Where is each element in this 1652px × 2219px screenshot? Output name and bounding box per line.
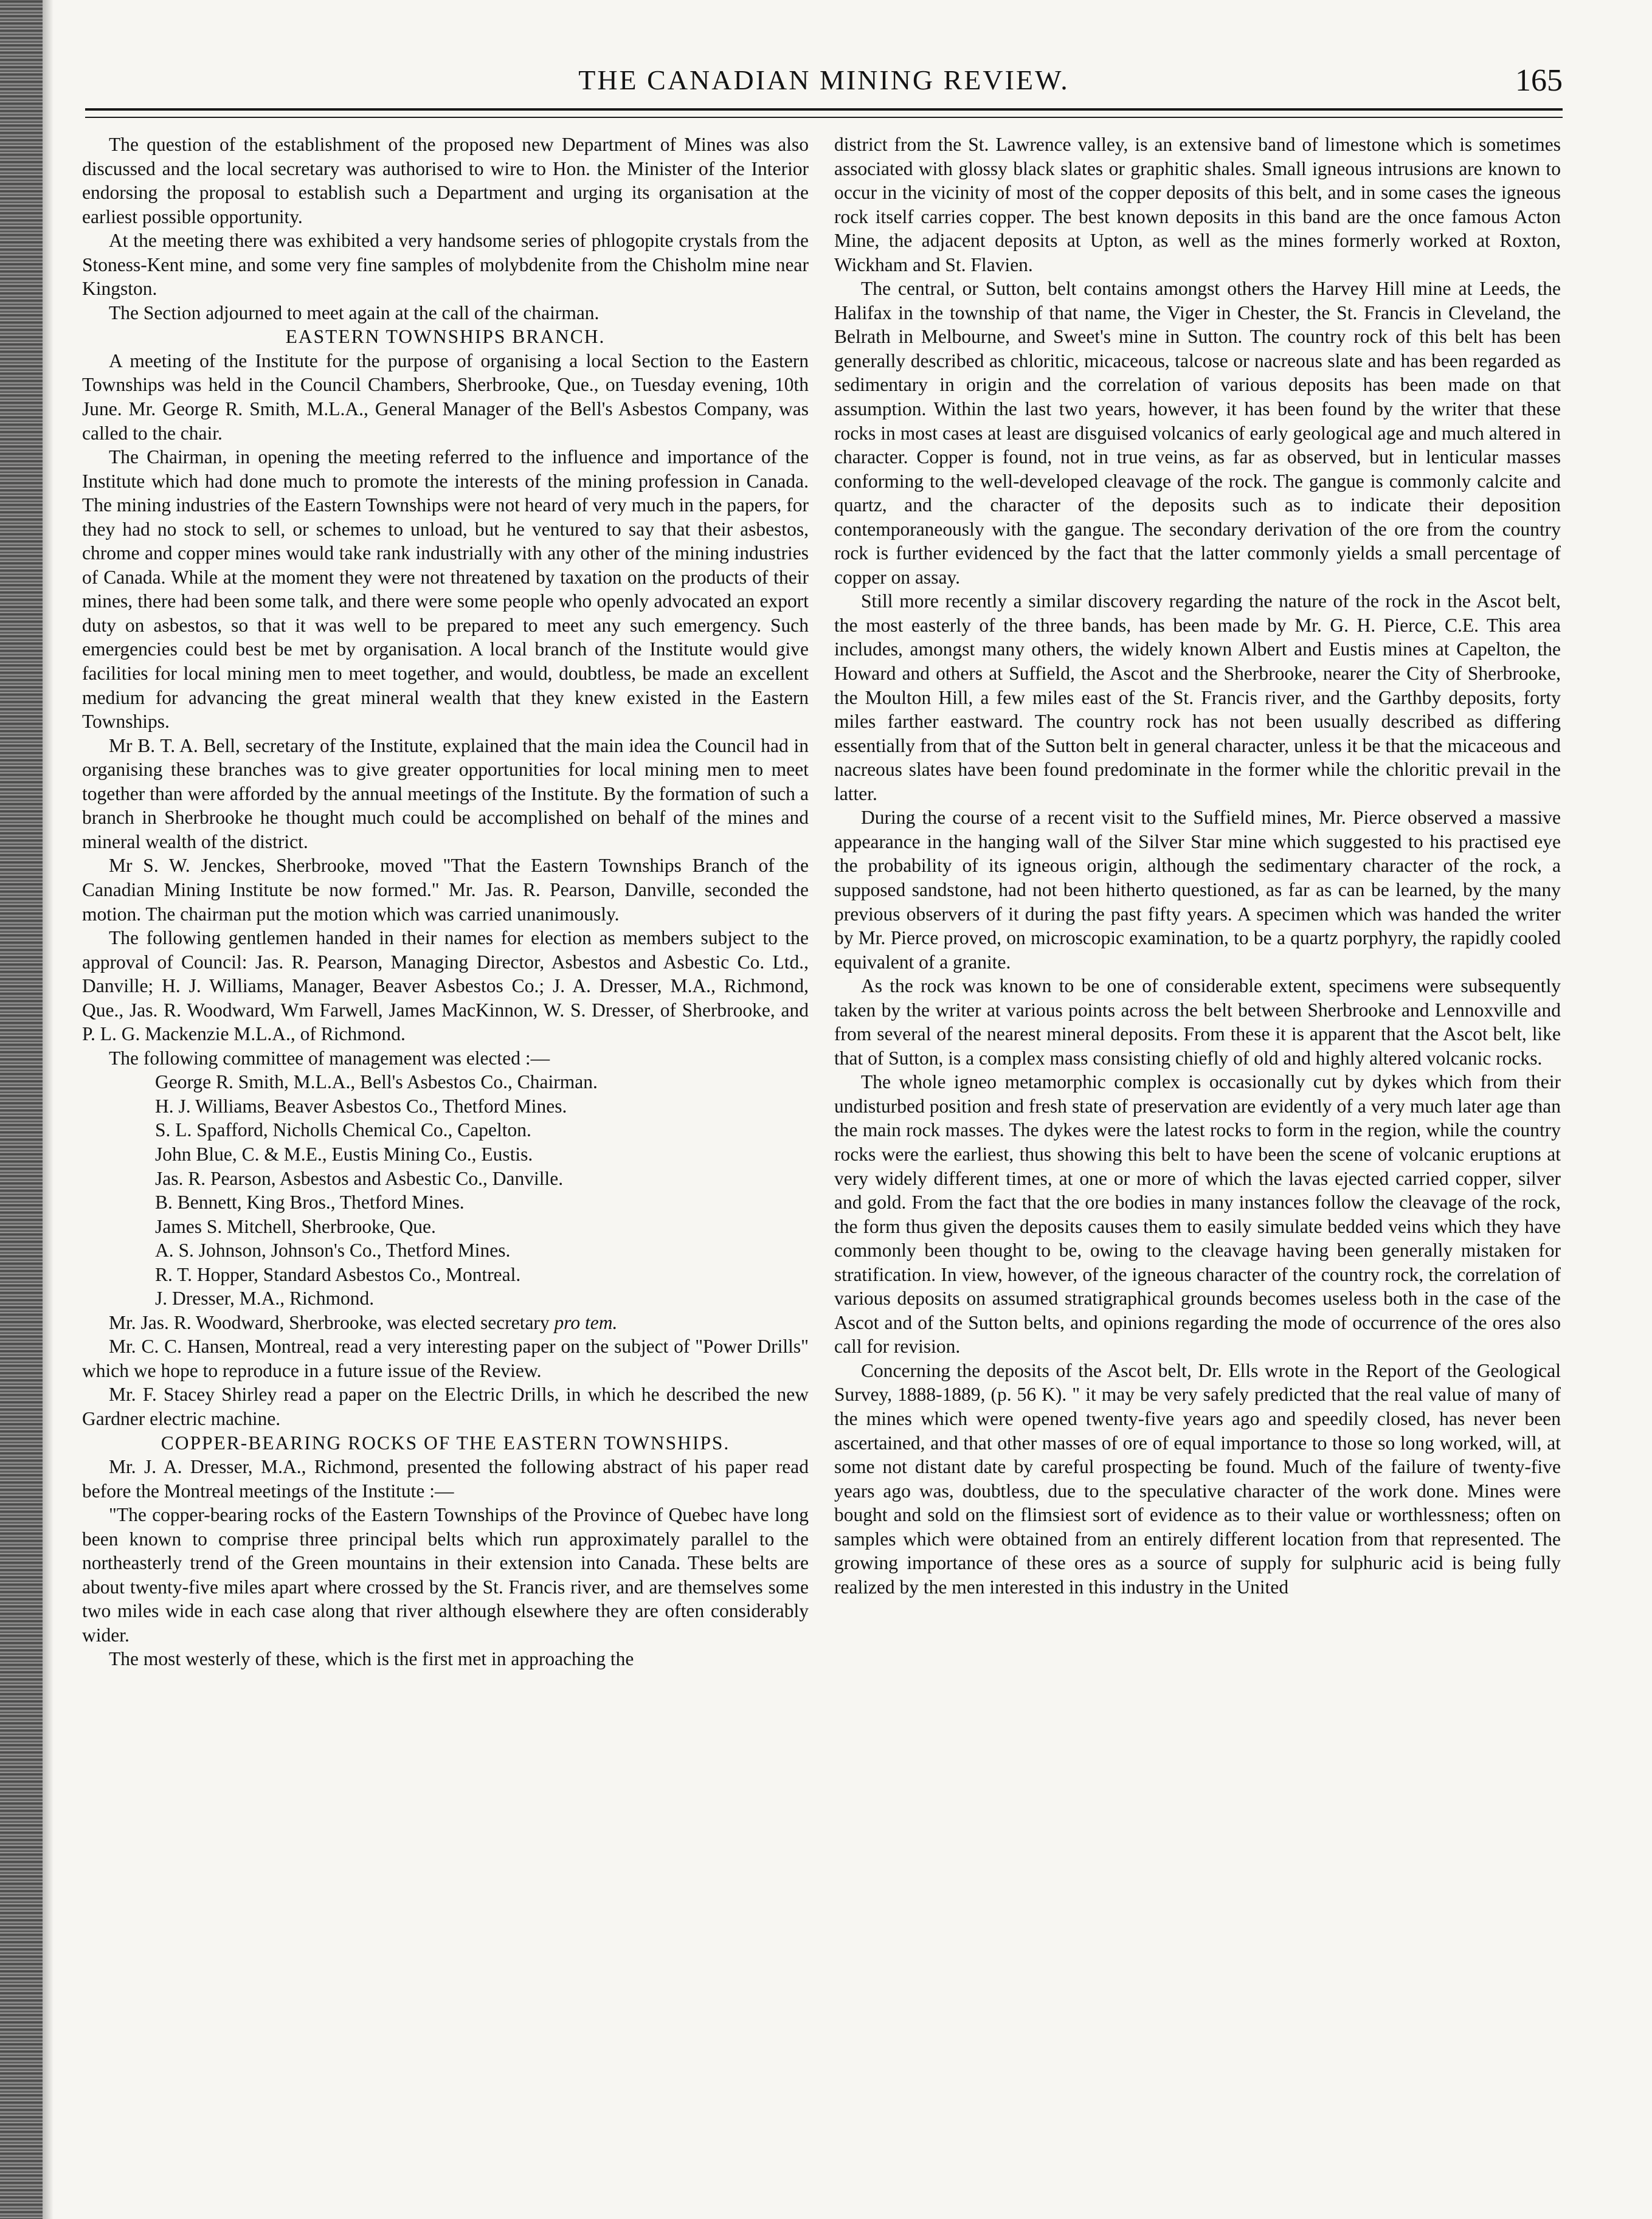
paragraph: The Chairman, in opening the meeting referred to the influence and importance of the Institute which had done much to promote the interests of the mining profession in Canada. The mining industries of the Eastern Townships were not heard of very much in the papers, for they had no stock to sell, or schemes to unload, but he ventured to say that their asbestos, chrome and copper mines would take rank industrially with any other of the mining industries of Canada. While at the moment they were not threatened by taxation on the products of their mines, there had been some talk, and there were some people who openly advocated an export duty on asbestos, so that it was well to be prepared to meet any such emergency. Such emergencies could best be met by organisation. A local branch of the Institute would give facilities for local mining men to meet together, and would, doubtless, be made an excellent medium for advancing the great mineral wealth that they knew existed in the Eastern Townships. xyxy=(82,446,809,733)
paragraph: As the rock was known to be one of considerable extent, specimens were subsequently taken by the writer at various points across the belt between Sherbrooke and Lennoxville and from several of the nearest mineral deposits. From these it is apparent that the Ascot belt, like that of Sutton, is a complex mass consisting chiefly of old and highly altered volcanic rocks. xyxy=(834,975,1561,1069)
page-number: 165 xyxy=(1515,63,1563,98)
paragraph: The most westerly of these, which is the first met in approaching the xyxy=(109,1648,634,1670)
secretary-text: Mr. Jas. R. Woodward, Sherbrooke, was elected secretary xyxy=(109,1311,555,1333)
committee-member: R. T. Hopper, Standard Asbestos Co., Montreal. xyxy=(155,1263,521,1285)
committee-member: J. Dresser, M.A., Richmond. xyxy=(155,1288,375,1310)
section-heading-eastern-townships: EASTERN TOWNSHIPS BRANCH. xyxy=(285,326,606,348)
page-binding-edge xyxy=(0,0,43,2219)
committee-member: H. J. Williams, Beaver Asbestos Co., Thetford Mines. xyxy=(155,1095,567,1117)
left-column xyxy=(82,133,809,1671)
paragraph: At the meeting there was exhibited a very handsome series of phlogopite crystals from the Stoness-Kent mine, and some very fine samples of molybdenite from the Chisholm mine near Kingston. xyxy=(82,230,809,300)
paragraph: Still more recently a similar discovery regarding the nature of the rock in the Ascot belt, the most easterly of the three bands, has been made by Mr. G. H. Pierce, C.E. This area includes, amongst many others, the widely known Albert and Eustis mines at Capelton, the Howard and others at Suffield, the Ascot and the Sherbrooke, nearer the City of Sherbrooke, the Moulton Hill, a few miles east of the St. Francis river, and the Garthby deposits, forty miles farther eastward. The country rock has not been usually described as differing essentially from that of the Sutton belt in general character, unless it be that the micaceous and nacreous slates have been found predominate in the former while the chloritic prevail in the latter. xyxy=(834,590,1561,804)
paragraph: Mr B. T. A. Bell, secretary of the Institute, explained that the main idea the Council had in organising these branches was to give greater opportunities for local mining men to meet together than were afforded by the annual meetings of the Institute. By the formation of such a branch in Sherbrooke he thought much could be accomplished on behalf of the mines and mineral wealth of the district. xyxy=(82,734,809,852)
committee-member: Jas. R. Pearson, Asbestos and Asbestic Co., Danville. xyxy=(155,1167,564,1189)
paragraph: Concerning the deposits of the Ascot belt, Dr. Ells wrote in the Report of the Geological Survey, 1888-1889, (p. 56 K). " it may be very safely predicted that the real value of many of the mines which were opened twenty-five years ago and speedily closed, has never been ascertained, and that other masses of ore of equal importance to those so long worked, will, at some not distant date by careful prospecting be found. Much of the failure of twenty-five years ago was, doubtless, due to the speculative character of the work done. Mines were bought and sold on the flimsiest sort of evidence as to their value or worthlessness; often on samples which were obtained from an entirely different location from that represented. The growing importance of these ores as a source of supply for sulphuric acid is being fully realized by the men interested in this industry in the United xyxy=(834,1359,1561,1598)
paragraph: "The copper-bearing rocks of the Eastern Townships of the Province of Quebec have long been known to comprise three principal belts which run approximately parallel to the northeasterly trend of the Green mountains in their extension into Canada. These belts are about twenty-five miles apart where crossed by the St. Francis river, and are themselves some two miles wide in each case along that river although elsewhere they are often considerably wider. xyxy=(82,1504,809,1646)
journal-title: THE CANADIAN MINING REVIEW. xyxy=(578,64,1070,95)
running-head xyxy=(85,64,1563,100)
committee-member: S. L. Spafford, Nicholls Chemical Co., Capelton. xyxy=(155,1119,531,1141)
committee-list xyxy=(82,1070,809,1310)
header-rule-thick xyxy=(85,108,1563,111)
paragraph: During the course of a recent visit to the Suffield mines, Mr. Pierce observed a massive appearance in the hanging wall of the Silver Star mine which suggested to his practised eye the probability of its igneous origin, although the sedimentary character of the rock, a supposed sandstone, had not been hitherto questioned, as far as can be learned, by the many previous observers of it during the past fifty years. A specimen which was handed the writer by Mr. Pierce proved, on microscopic examination, to be a quartz porphyry, the rapidly cooled equivalent of a granite. xyxy=(834,807,1561,973)
committee-member: James S. Mitchell, Sherbrooke, Que. xyxy=(155,1215,436,1237)
section-heading-copper-bearing-rocks: COPPER-BEARING ROCKS OF THE EASTERN TOWNSHIPS. xyxy=(161,1432,730,1454)
right-column xyxy=(834,133,1561,1599)
committee-member: John Blue, C. & M.E., Eustis Mining Co., Eustis. xyxy=(155,1143,533,1165)
pro-tem-text: pro tem. xyxy=(554,1311,618,1333)
paragraph: Mr S. W. Jenckes, Sherbrooke, moved "That the Eastern Townships Branch of the Canadian Mining Institute be now formed." Mr. Jas. R. Pearson, Danville, seconded the motion. The chairman put the motion which was carried unanimously. xyxy=(82,855,809,925)
committee-member: B. Bennett, King Bros., Thetford Mines. xyxy=(155,1192,465,1213)
paragraph: district from the St. Lawrence valley, is an extensive band of limestone which is sometimes associated with glossy black slates or graphitic shales. Small igneous intrusions are known to occur in the vicinity of most of the copper deposits of this belt, and in some cases the igneous rock itself carries copper. The best known deposits in this band are the once famous Acton Mine, the adjacent deposits at Upton, as well as the mines formerly worked at Roxton, Wickham and St. Flavien. xyxy=(834,134,1561,275)
paragraph: Mr. F. Stacey Shirley read a paper on the Electric Drills, in which he described the new Gardner electric machine. xyxy=(82,1384,809,1429)
paragraph: The central, or Sutton, belt contains amongst others the Harvey Hill mine at Leeds, the Halifax in the township of that name, the Viger in Chester, the St. Francis in Cleveland, the Belrath in Melbourne, and Sweet's mine in Sutton. The country rock of this belt has been generally described as chloritic, micaceous, talcose or nacreous slate and has been regarded as sedimentary in origin and the correlation of various deposits has been made on that assumption. Within the last two years, however, it has been found by the writer that these rocks in most cases at least are disguised volcanics of early geological age and much altered in character. Copper is found, not in true veins, as far as observed, but in lenticular masses conforming to the well-developed cleavage of the rock. The gangue is commonly calcite and quartz, and the character of the deposits such as to indicate their deposition contemporaneously with the gangue. The secondary derivation of the ore from the country rock is further evidenced by the fact that the latter commonly yields a small percentage of copper on assay. xyxy=(834,278,1561,588)
paragraph: The Section adjourned to meet again at the call of the chairman. xyxy=(109,302,600,323)
paragraph: A meeting of the Institute for the purpose of organising a local Section to the Eastern Townships was held in the Council Chambers, Sherbrooke, Que., on Tuesday evening, 10th June. Mr. George R. Smith, M.L.A., General Manager of the Bell's Asbestos Company, was called to the chair. xyxy=(82,350,809,444)
paragraph xyxy=(82,1311,809,1335)
paragraph: Mr. J. A. Dresser, M.A., Richmond, presented the following abstract of his paper read before the Montreal meetings of the Institute :— xyxy=(82,1456,809,1502)
paragraph: The following gentlemen handed in their names for election as members subject to the approval of Council: Jas. R. Pearson, Managing Director, Asbestos and Asbestic Co. Ltd., Danville; H. J. Williams, Manager, Beaver Asbestos Co.; J. A. Dresser, M.A., Richmond, Que., Jas. R. Woodward, Wm Farwell, James MacKinnon, W. S. Dresser, of Sherbrooke, and P. L. G. Mackenzie M.L.A., of Richmond. xyxy=(82,927,809,1045)
committee-member: George R. Smith, M.L.A., Bell's Asbestos Co., Chairman. xyxy=(155,1071,598,1093)
committee-member: A. S. Johnson, Johnson's Co., Thetford Mines. xyxy=(155,1240,511,1261)
paragraph: The whole igneo metamorphic complex is occasionally cut by dykes which from their undisturbed position and fresh state of preservation are evidently of a very much later age than the main rock masses. The dykes were the latest rocks to form in the region, while the country rocks were the earliest, thus showing this belt to have been the scene of volcanic eruptions at very widely different times, at one or more of which the lavas ejected carried copper, silver and gold. From the fact that the ore bodies in many instances follow the cleavage of the rock, the form thus given the deposits causes them to easily simulate bedded veins which they have commonly been thought to be, owing to the cleavage having been generally mistaken for stratification. In view, however, of the igneous character of the country rock, the correlation of various deposits on assumed stratigraphical grounds becomes useless both in the case of the Ascot and of the Sutton belts, and opinions regarding the mode of occurrence of the ores also call for revision. xyxy=(834,1071,1561,1358)
paragraph: Mr. C. C. Hansen, Montreal, read a very interesting paper on the subject of "Power Drills" which we hope to reproduce in a future issue of the Review. xyxy=(82,1336,809,1381)
paragraph: The question of the establishment of the proposed new Department of Mines was also discussed and the local secretary was authorised to wire to Hon. the Minister of the Interior endorsing the proposal to establish such a Department and urging its organisation at the earliest possible opportunity. xyxy=(82,134,809,227)
paragraph: The following committee of management was elected :— xyxy=(109,1047,550,1069)
header-rule-thin xyxy=(85,117,1563,118)
